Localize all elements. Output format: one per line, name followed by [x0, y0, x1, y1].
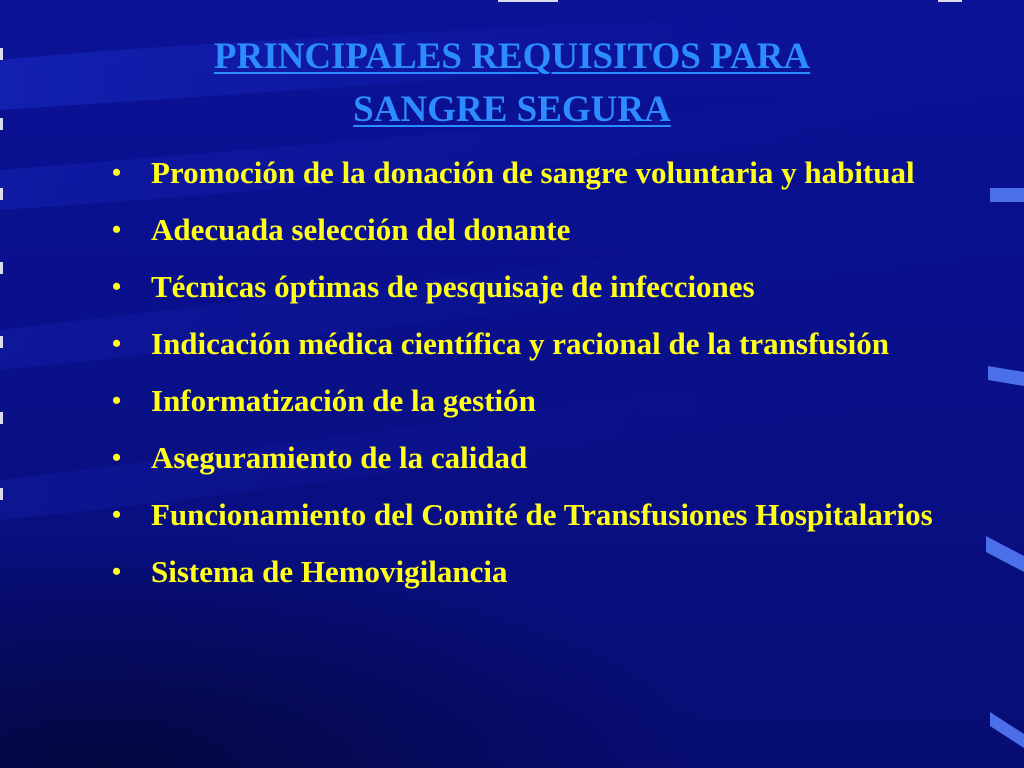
bullet-icon: •: [112, 500, 122, 529]
bullet-item: [112, 435, 972, 480]
top-edge-marks: [498, 0, 962, 2]
bullet-item: [112, 150, 972, 195]
bullet-item: [112, 492, 972, 537]
bullet-icon: •: [112, 557, 122, 586]
bullet-text: Técnicas óptimas de pesquisaje de infecciones: [151, 269, 755, 304]
bullet-text: Promoción de la donación de sangre voluntaria y habitual: [151, 155, 915, 190]
bullet-icon: •: [112, 158, 122, 187]
bullet-item: [112, 321, 972, 366]
bullet-text: Sistema de Hemovigilancia: [151, 554, 508, 589]
bullet-item: [112, 264, 972, 309]
bullet-item: [112, 549, 972, 594]
bullet-icon: •: [112, 329, 122, 358]
slide-title: [60, 30, 964, 136]
slide-title-line-1: PRINCIPALES REQUISITOS PARA: [213, 36, 811, 77]
bullet-text: Adecuada selección del donante: [151, 212, 571, 247]
bullet-list: [112, 150, 972, 606]
bullet-text: Aseguramiento de la calidad: [151, 440, 528, 475]
bullet-icon: •: [112, 272, 122, 301]
bullet-icon: •: [112, 386, 122, 415]
slide-title-line-2: SANGRE SEGURA: [353, 89, 671, 130]
bullet-text: Funcionamiento del Comité de Transfusiones Hospitalarios: [151, 497, 933, 532]
bullet-item: [112, 207, 972, 252]
bullet-icon: •: [112, 443, 122, 472]
bullet-item: [112, 378, 972, 423]
bullet-text: Indicación médica científica y racional de la transfusión: [151, 326, 889, 361]
bullet-text: Informatización de la gestión: [151, 383, 536, 418]
bullet-icon: •: [112, 215, 122, 244]
